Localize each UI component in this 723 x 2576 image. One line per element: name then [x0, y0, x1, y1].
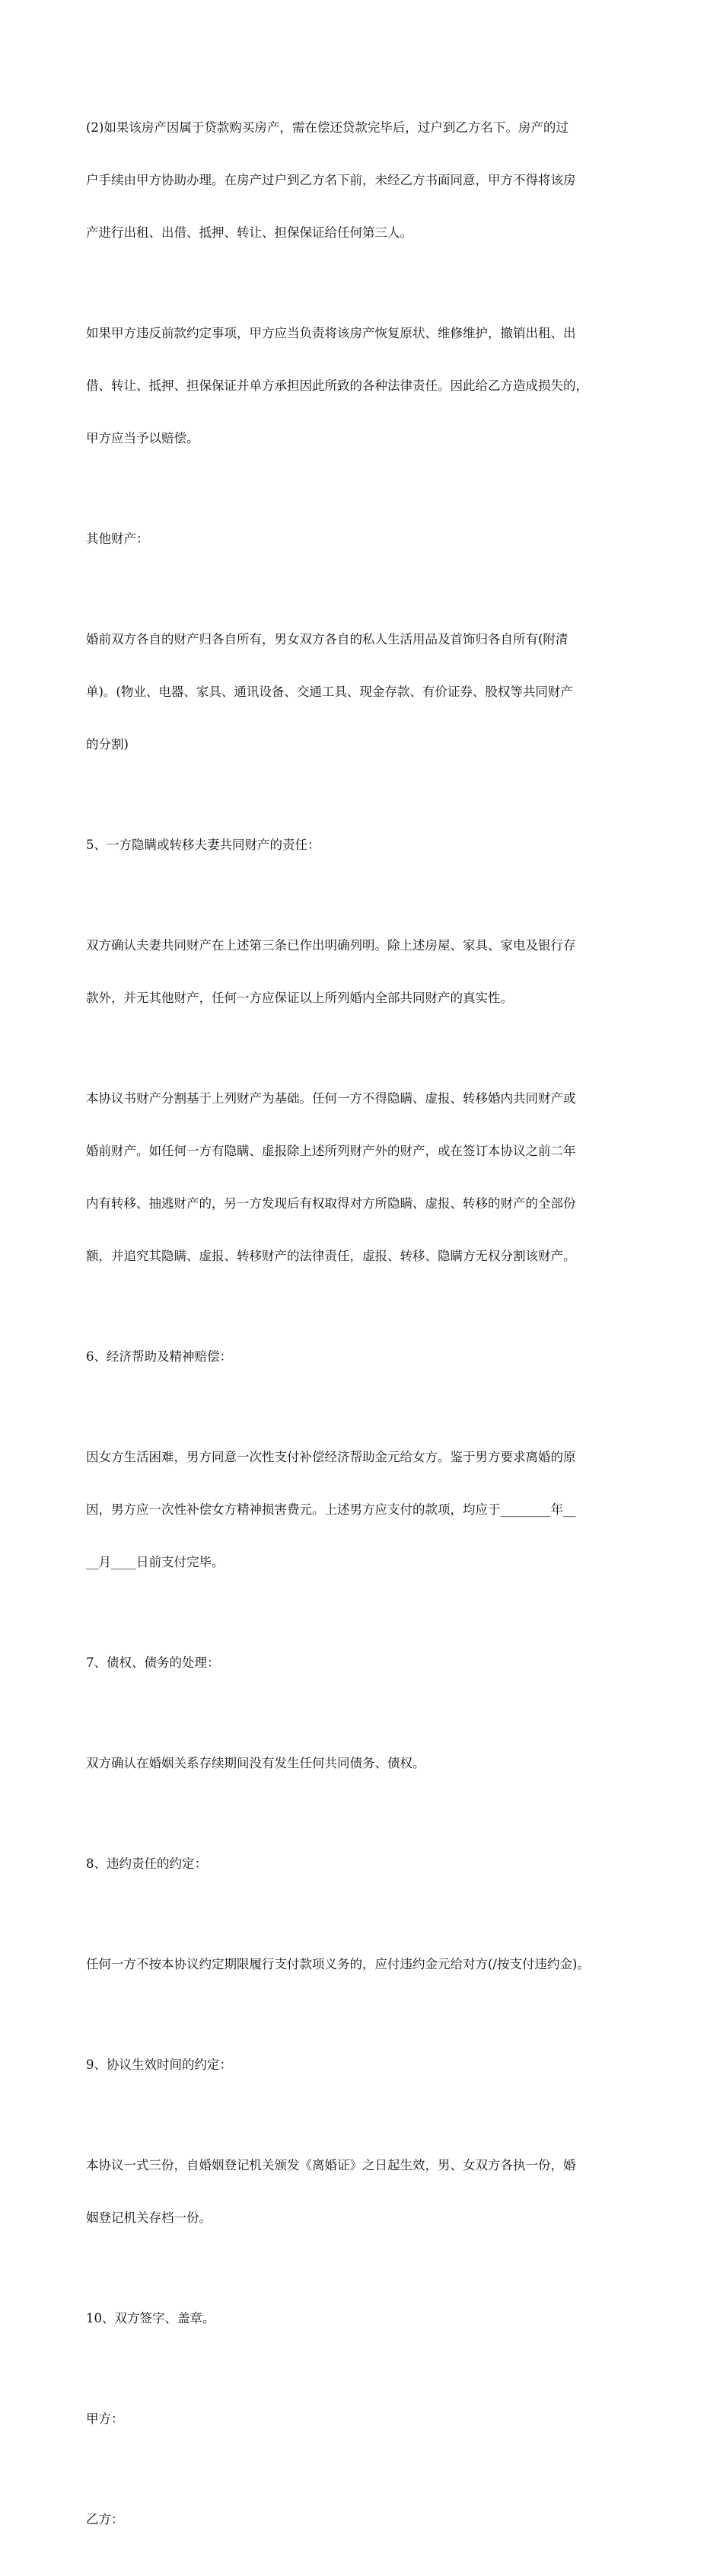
paragraph-premarital-property: [86, 595, 645, 788]
text-line: 额，并追究其隐瞒、虚报、转移财产的法律责任，虚报、转移、隐瞒方无权分割该财产。: [86, 1249, 576, 1263]
text-line: 乙方：: [86, 2512, 124, 2527]
paragraph-debts: [86, 1719, 645, 1807]
text-line: 双方确认夫妻共同财产在上述第三条已作出明确列明。除上述房屋、家具、家电及银行存: [86, 938, 576, 953]
text-line: 户手续由甲方协助办理。在房产过户到乙方名下前，未经乙方书面同意，甲方不得将该房: [86, 173, 576, 187]
text-line: 6、经济帮助及精神赔偿：: [86, 1349, 232, 1364]
heading-section-5: [86, 801, 645, 889]
text-line: 甲方应当予以赔偿。: [86, 431, 199, 445]
text-line: 款外，并无其他财产，任何一方应保证以上所列婚内全部共同财产的真实性。: [86, 991, 513, 1005]
text-line: 9、协议生效时间的约定：: [86, 2057, 232, 2072]
text-line: 本协议书财产分割基于上列财产为基础。任何一方不得隐瞒、虚报、转移婚内共同财产或: [86, 1091, 576, 1106]
paragraph-joint-property-confirmation: [86, 902, 645, 1042]
text-line: 8、违约责任的约定：: [86, 1856, 207, 1871]
text-line: __月____日前支付完毕。: [86, 1555, 225, 1569]
document-body: [86, 84, 645, 2576]
signature-party-a: [86, 2375, 645, 2463]
text-line: 婚前财产。如任何一方有隐瞒、虚报除上述所列财产外的财产，或在签订本协议之前二年: [86, 1144, 576, 1158]
heading-section-7: [86, 1619, 645, 1706]
text-line: 内有转移、抽逃财产的，另一方发现后有权取得对方所隐瞒、虚报、转移的财产的全部份: [86, 1196, 576, 1211]
text-line: 单)。(物业、电器、家具、通讯设备、交通工具、现金存款、有价证券、股权等共同财产: [86, 685, 573, 699]
text-line: 产进行出租、出借、抵押、转让、担保保证给任何第三人。: [86, 225, 412, 240]
text-line: 本协议一式三份，自婚姻登记机关颁发《离婚证》之日起生效，男、女双方各执一份，婚: [86, 2158, 576, 2172]
text-line: (2)如果该房产因属于贷款购买房产，需在偿还贷款完毕后，过户到乙方名下。房产的过: [86, 120, 569, 135]
text-line: 10、双方签字、盖章。: [86, 2311, 215, 2325]
text-line: 借、转让、抵押、担保保证并单方承担因此所致的各种法律责任。因此给乙方造成损失的，: [86, 378, 588, 393]
heading-section-10: [86, 2274, 645, 2362]
heading-section-6: [86, 1313, 645, 1400]
signature-party-b: [86, 2475, 645, 2563]
text-line: 7、债权、债务的处理：: [86, 1655, 220, 1670]
paragraph-breach-liability: [86, 289, 645, 482]
text-line: 因，男方应一次性补偿女方精神损害费元。上述男方应支付的款项，均应于________年__: [86, 1502, 576, 1517]
paragraph-mortgage-transfer: [86, 84, 645, 276]
text-line: 5、一方隐瞒或转移夫妻共同财产的责任：: [86, 838, 320, 852]
paragraph-economic-help: [86, 1413, 645, 1606]
paragraph-property-division-basis: [86, 1055, 645, 1300]
paragraph-effective-time: [86, 2121, 645, 2262]
text-line: 如果甲方违反前款约定事项，甲方应当负责将该房产恢复原状、维修维护，撤销出租、出: [86, 326, 576, 340]
text-line: 婚前双方各自的财产归各自所有，男女双方各自的私人生活用品及首饰归各自所有(附清: [86, 632, 569, 646]
heading-section-8: [86, 1820, 645, 1907]
text-line: 的分割): [86, 737, 129, 752]
text-line: 甲方：: [86, 2412, 124, 2426]
text-line: 其他财产：: [86, 531, 149, 546]
heading-other-property: [86, 495, 645, 583]
text-line: 任何一方不按本协议约定期限履行支付款项义务的，应付违约金元给对方(/按支付违约金)。: [86, 1957, 590, 1971]
text-line: 双方确认在婚姻关系存续期间没有发生任何共同债务、债权。: [86, 1756, 425, 1770]
paragraph-penalty: [86, 1920, 645, 2008]
heading-section-9: [86, 2021, 645, 2108]
text-line: 因女方生活困难，男方同意一次性支付补偿经济帮助金元给女方。鉴于男方要求离婚的原: [86, 1450, 576, 1464]
text-line: 姻登记机关存档一份。: [86, 2211, 212, 2225]
